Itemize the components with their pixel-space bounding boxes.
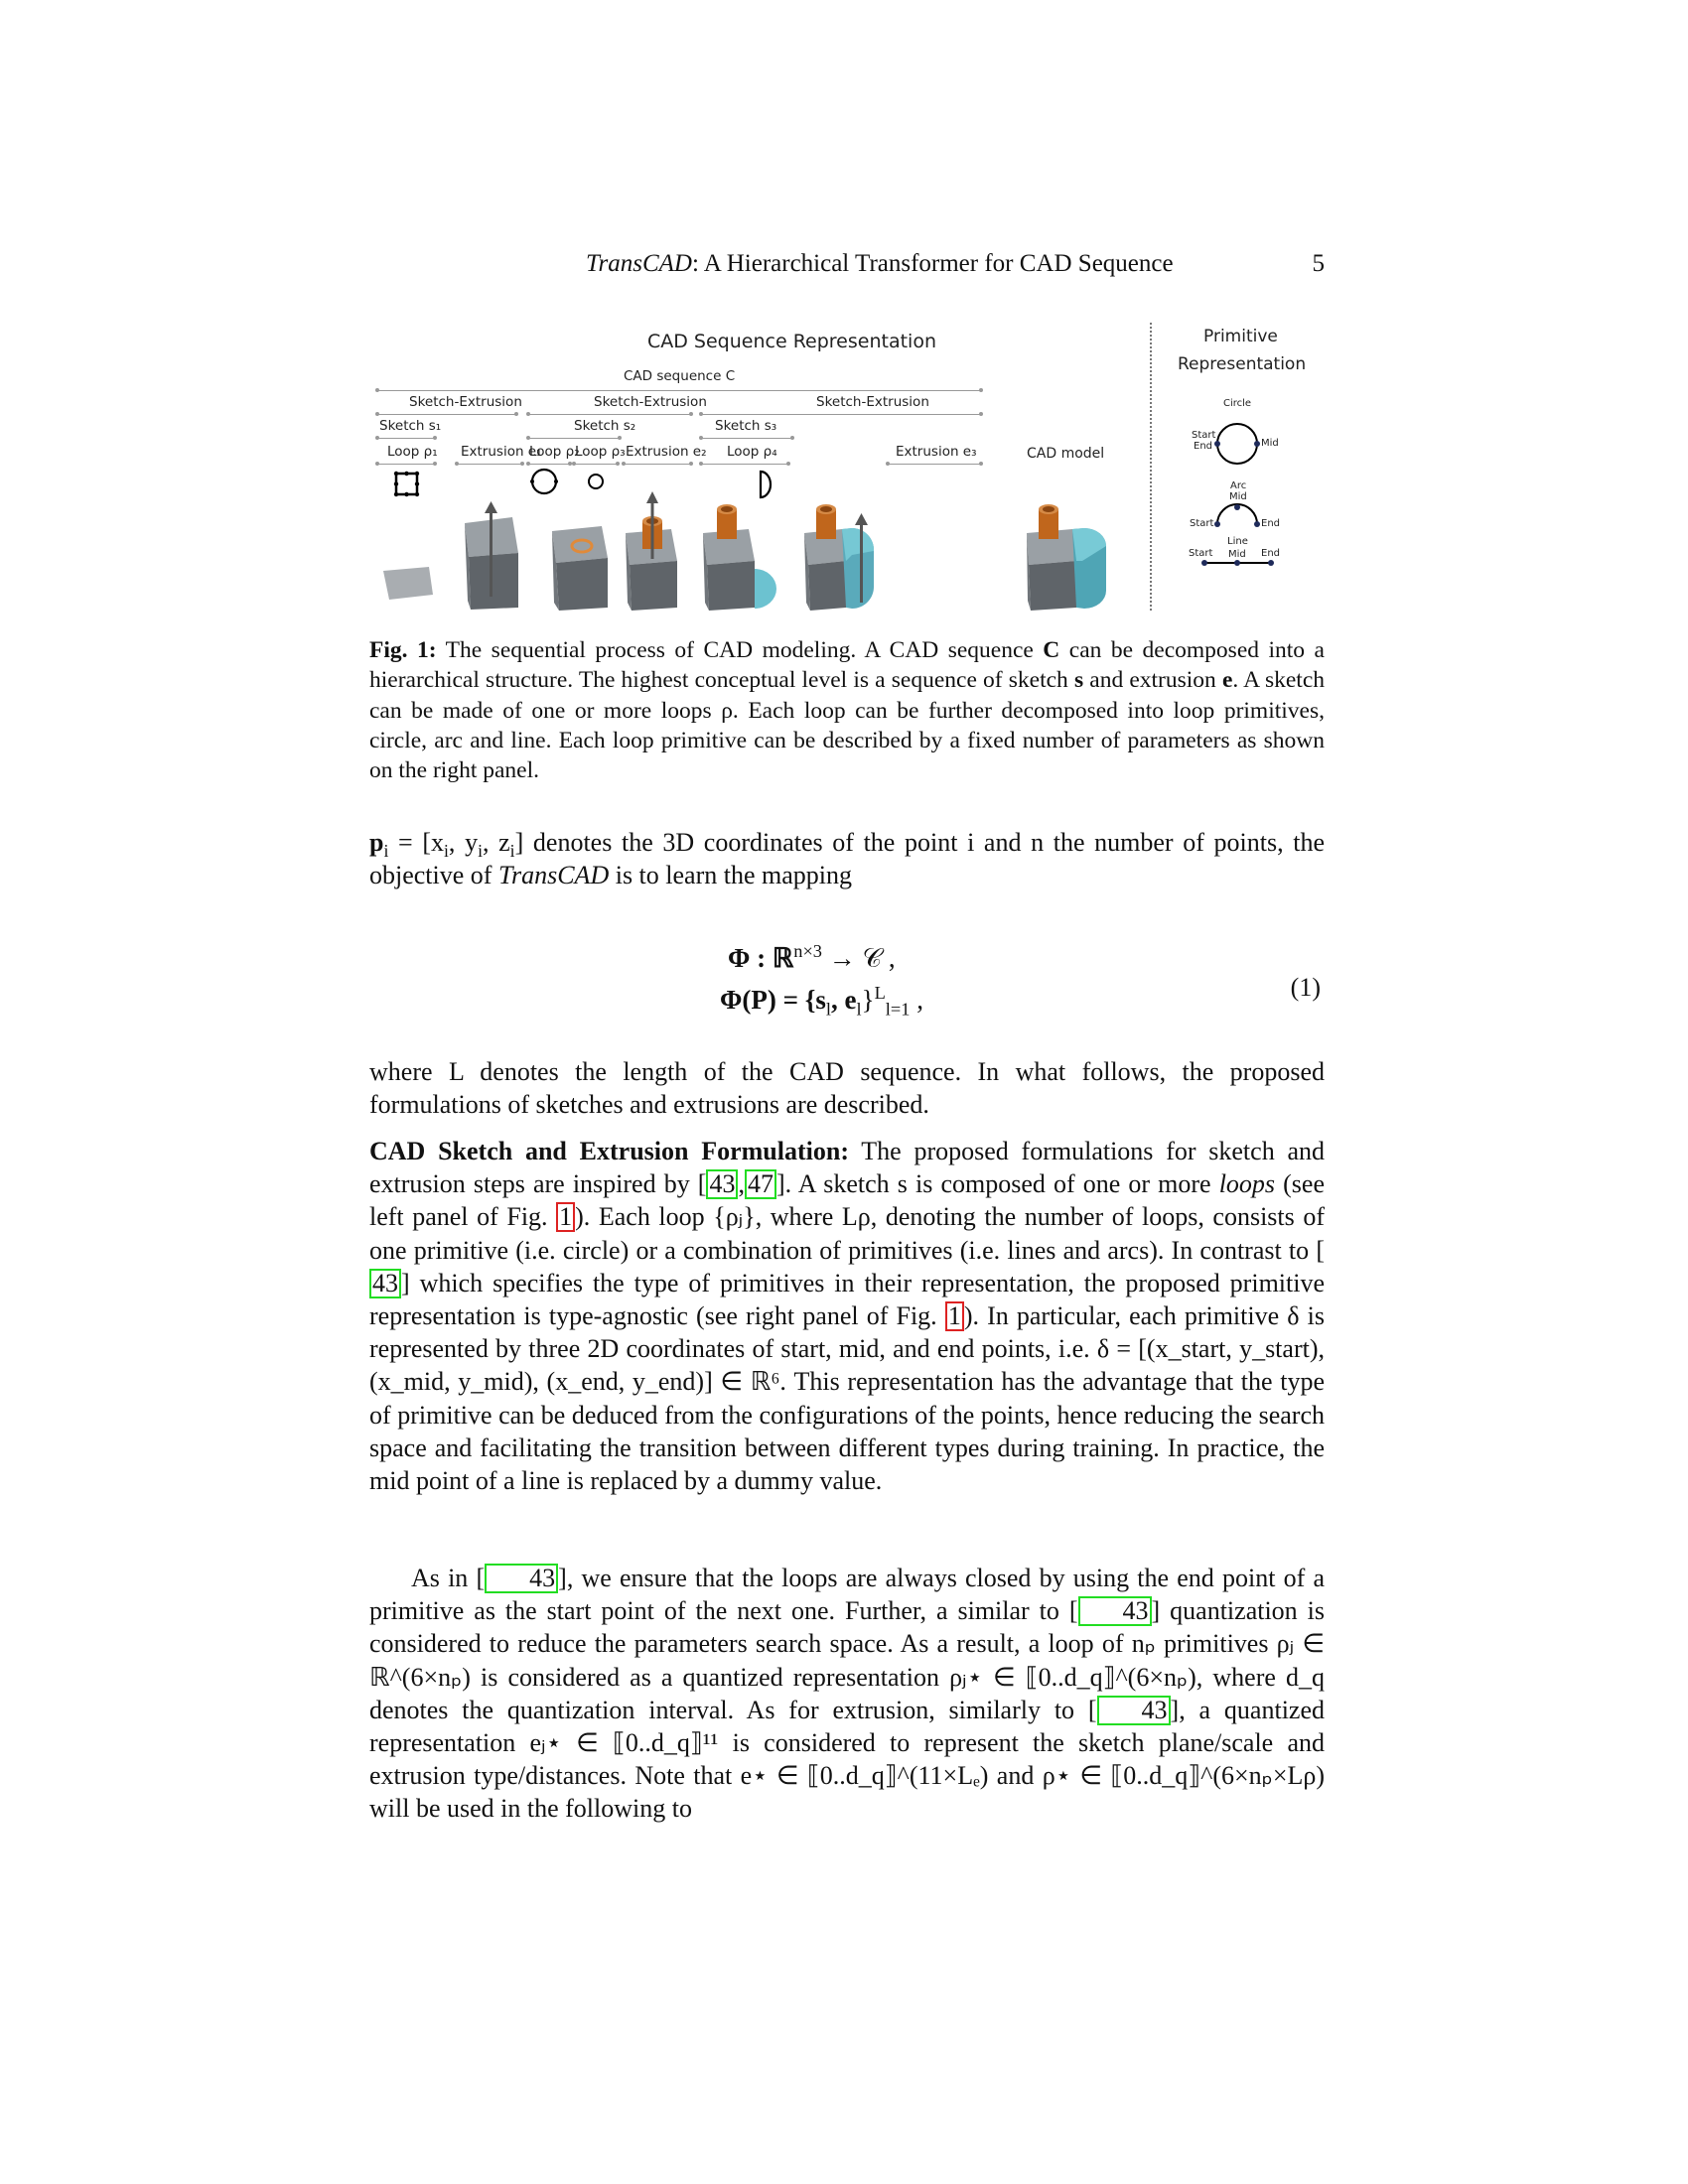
arc-loop-icon: [761, 472, 771, 497]
sketch-extrusion-label-1: Sketch-Extrusion: [409, 394, 522, 410]
circle-start-label: Start: [1192, 430, 1216, 441]
cube-extrusion-1: [465, 501, 518, 610]
step-label-loop1: Loop ρ₁: [387, 444, 438, 460]
right-panel-title-line1: Primitive: [1203, 327, 1278, 346]
caption-text: can be decomposed into a hierarchical structure. The highest conceptual level is a sequence of sketch: [369, 637, 1325, 694]
eq-text: }: [861, 985, 875, 1015]
cube-with-ring: [552, 526, 608, 611]
arc-mid-label: Mid: [1229, 491, 1247, 502]
caption-text: . A sketch can be made of one or more loops ρ. Each loop can be further decomposed into loop primitives, circle, arc and line. Each loop primitive can be described by a fixed number of parameters as shown on the right panel.: [369, 667, 1326, 784]
equation-line-2: $\Phi(P) = \{s_l$, $e_l\}^L_{l=1}$ ,: [720, 983, 923, 1020]
equation-number: (1): [1290, 973, 1321, 1002]
text: ], we ensure that the loops are always closed by using the end point of a primitive as the start point of the next one. Further, a similar to [: [369, 1564, 1326, 1626]
line-end-label: End: [1261, 548, 1281, 559]
arc-end-label: End: [1261, 518, 1281, 529]
cad-sequence-label: CAD sequence C: [624, 368, 736, 384]
paragraph-quantization: [369, 1562, 1325, 1826]
cad-model-label: CAD model: [1027, 446, 1105, 462]
loops-italic: loops: [1218, 1169, 1276, 1199]
caption-bold-c: C: [1043, 637, 1060, 663]
arc-start-label: Start: [1190, 518, 1214, 529]
section-heading: CAD Sketch and Extrusion Formulation:: [369, 1137, 849, 1165]
running-title-italic: TransCAD: [586, 250, 692, 277]
eq-text: Φ(P) = {s: [720, 985, 826, 1015]
caption-text: The sequential process of CAD modeling. A CAD sequence: [436, 637, 1044, 663]
text: The proposed formulations for sketch and extrusion steps are inspired by [: [369, 1137, 1326, 1199]
caption-bold-e: e: [1221, 667, 1233, 694]
text: is to learn the mapping: [609, 861, 852, 890]
figure-link-1[interactable]: 1: [556, 1202, 575, 1232]
text: ] which specifies the type of primitives in their representation, the proposed primitive representation is type-agnostic (see right panel of Fig.: [369, 1268, 1325, 1331]
caption-text: and extrusion: [1083, 667, 1222, 694]
sketch-extrusion-label-3: Sketch-Extrusion: [816, 394, 929, 410]
panel-divider: [1150, 323, 1152, 611]
sketch-label-2: Sketch s₂: [574, 418, 636, 434]
citation-link-43[interactable]: 43: [369, 1269, 401, 1298]
running-title-rest: : A Hierarchical Transformer for CAD Sequence: [691, 250, 1174, 277]
sketch-label-1: Sketch s₁: [379, 418, 442, 434]
citation-link-43[interactable]: 43: [1078, 1596, 1152, 1626]
text: As in [: [411, 1564, 486, 1592]
text: ]. A sketch s is composed of one or more: [775, 1169, 1219, 1199]
paragraph-mapping-intro: $p_i = [x_i$, $y_i$, $z_i$] denotes the 3D coordinates of the point i and n the number of points, the objective of TransCAD is to learn the mapping: [369, 828, 1325, 890]
step-label-extrusion1: Extrusion e₁: [461, 444, 542, 460]
arc-label: Arc: [1230, 480, 1247, 491]
circle-end-label: End: [1194, 441, 1213, 452]
caption-label: Fig. 1:: [369, 637, 437, 663]
figure-link-1[interactable]: 1: [945, 1301, 964, 1331]
final-cad-model: [1027, 504, 1106, 611]
step-label-loop3: Loop ρ₃: [575, 444, 626, 460]
eq-text: , e: [831, 985, 857, 1015]
transcad-italic: TransCAD: [497, 861, 610, 890]
line-start-label: Start: [1189, 548, 1213, 559]
text: (see left panel of Fig.: [369, 1169, 1325, 1232]
page-number: 5: [1312, 250, 1325, 277]
eq-sup: L: [874, 983, 886, 1003]
sketch-plane-shape: [383, 567, 433, 600]
step-label-extrusion3: Extrusion e₃: [896, 444, 977, 460]
citation-link-43[interactable]: 43: [485, 1564, 558, 1593]
p-bold: p: [369, 828, 384, 857]
paragraph-formulation: CAD Sketch and Extrusion Formulation: The proposed formulations for sketch and extrusion steps are inspired by [ 43 , 47 ]. A sketch s is composed of one or more loops (see left panel of Fig. 1 ). Each loop {ρⱼ}, where Lρ, denoting the number of loops, consists of one primitive (i.e. circle) or a combination of primitives (i.e. lines and arcs). In contrast to [43 ] which specifies the type of primitives in their representation, the proposed primitive representation is type-agnostic (see right panel of Fig. 1 ). In particular, each primitive δ is represented by three 2D coordinates of start, mid, and end points, i.e. δ = [(x_start, y_start), (x_mid, y_mid), (x_end, y_end)] ∈ ℝ⁶. This representation has the advantage that the type of primitive can be deduced from the configurations of the points, hence reducing the search space and facilitating the transition between different types during training. In practice, the mid point of a line is replaced by a dummy value.: [369, 1137, 1326, 1496]
citation-link-47[interactable]: 47: [745, 1169, 776, 1199]
eq-text: → 𝒞 ,: [821, 943, 896, 973]
paragraph-length-def: where L denotes the length of the CAD sequence. In what follows, the proposed formulations of sketches and extrusions are described.: [369, 1057, 1325, 1120]
caption-bold-s: s: [1073, 667, 1084, 694]
small-circle-loop-icon: [589, 475, 603, 488]
cube-with-cylinder-arrow: [626, 491, 677, 611]
citation-link-43[interactable]: 43: [706, 1169, 738, 1199]
citation-link-43[interactable]: 43: [1097, 1696, 1171, 1725]
running-title: [586, 250, 1174, 278]
text: ). In particular, each primitive δ is represented by three 2D coordinates of start, mid, and end points, i.e. δ = [(x_start, y_start), (x_mid, y_mid), (x_end, y_end)] ∈ ℝ⁶. This representation has the advantage that the type of primitive can be deduced from the configurations of the points, hence reducing the search space and facilitating the transition between different types during training. In practice, the mid point of a line is replaced by a dummy value.: [369, 1301, 1325, 1496]
line-label: Line: [1227, 536, 1248, 547]
primitive-line-diagram: [1201, 560, 1274, 566]
figure-caption: [369, 635, 1325, 785]
cube-with-teal-extrusion: [804, 504, 874, 611]
primitive-arc-diagram: [1214, 504, 1260, 527]
eq-sup: n×3: [793, 941, 822, 961]
step-label-loop2: Loop ρ₂: [529, 444, 580, 460]
text: ). Each loop {ρⱼ}, where Lρ, denoting the number of loops, consists of one primitive (i.e. circle) or a combination of primitives (i.e. lines and arcs). In contrast to [: [369, 1202, 1325, 1265]
line-mid-label: Mid: [1228, 549, 1246, 560]
text: ] quantization is considered to reduce the parameters search space. As a result, a loop of nₚ primitives ρⱼ ∈ ℝ^(6×nₚ) is considered as a quantized representation ρⱼ⋆ ∈ ⟦0..d_q⟧^(6×nₚ), where d_q denotes the quantization interval. As for extrusion, similarly to [: [369, 1596, 1326, 1724]
math-inline: = [x: [388, 828, 444, 857]
step-label-loop4: Loop ρ₄: [727, 444, 777, 460]
circle-label: Circle: [1223, 398, 1252, 409]
eq-text: Φ : ℝ: [728, 943, 794, 973]
sketch-label-3: Sketch s₃: [715, 418, 777, 434]
cube-with-arc-sketch: [703, 504, 776, 611]
running-header: [369, 250, 1325, 284]
figure-1: [377, 323, 1331, 611]
eq-sub: l=1: [885, 999, 911, 1020]
circle-loop-icon: [532, 470, 556, 493]
circle-mid-label: Mid: [1261, 438, 1279, 449]
equation-1: [720, 941, 1321, 1042]
right-panel-title-line2: Representation: [1178, 354, 1307, 374]
rectangle-loop-icon: [394, 472, 419, 496]
equation-line-1: [728, 943, 896, 975]
text: ], a quantized representation eⱼ⋆ ∈ ⟦0..d_q⟧¹¹ is considered to represent the sketch plane/scale and extrusion type/distances. Note that e⋆ ∈ ⟦0..d_q⟧^(11×Lₑ) and ρ⋆ ∈ ⟦0..d_q⟧^(6×nₚ×Lρ) will be used in the following to: [369, 1695, 1325, 1824]
left-panel-title: CAD Sequence Representation: [647, 331, 936, 352]
sketch-extrusion-label-2: Sketch-Extrusion: [594, 394, 707, 410]
text: denotes the 3D coordinates of the point i and n the number of points, the objective of: [369, 828, 1325, 890]
step-label-extrusion2: Extrusion e₂: [626, 444, 707, 460]
primitive-circle-diagram: [1214, 424, 1260, 464]
